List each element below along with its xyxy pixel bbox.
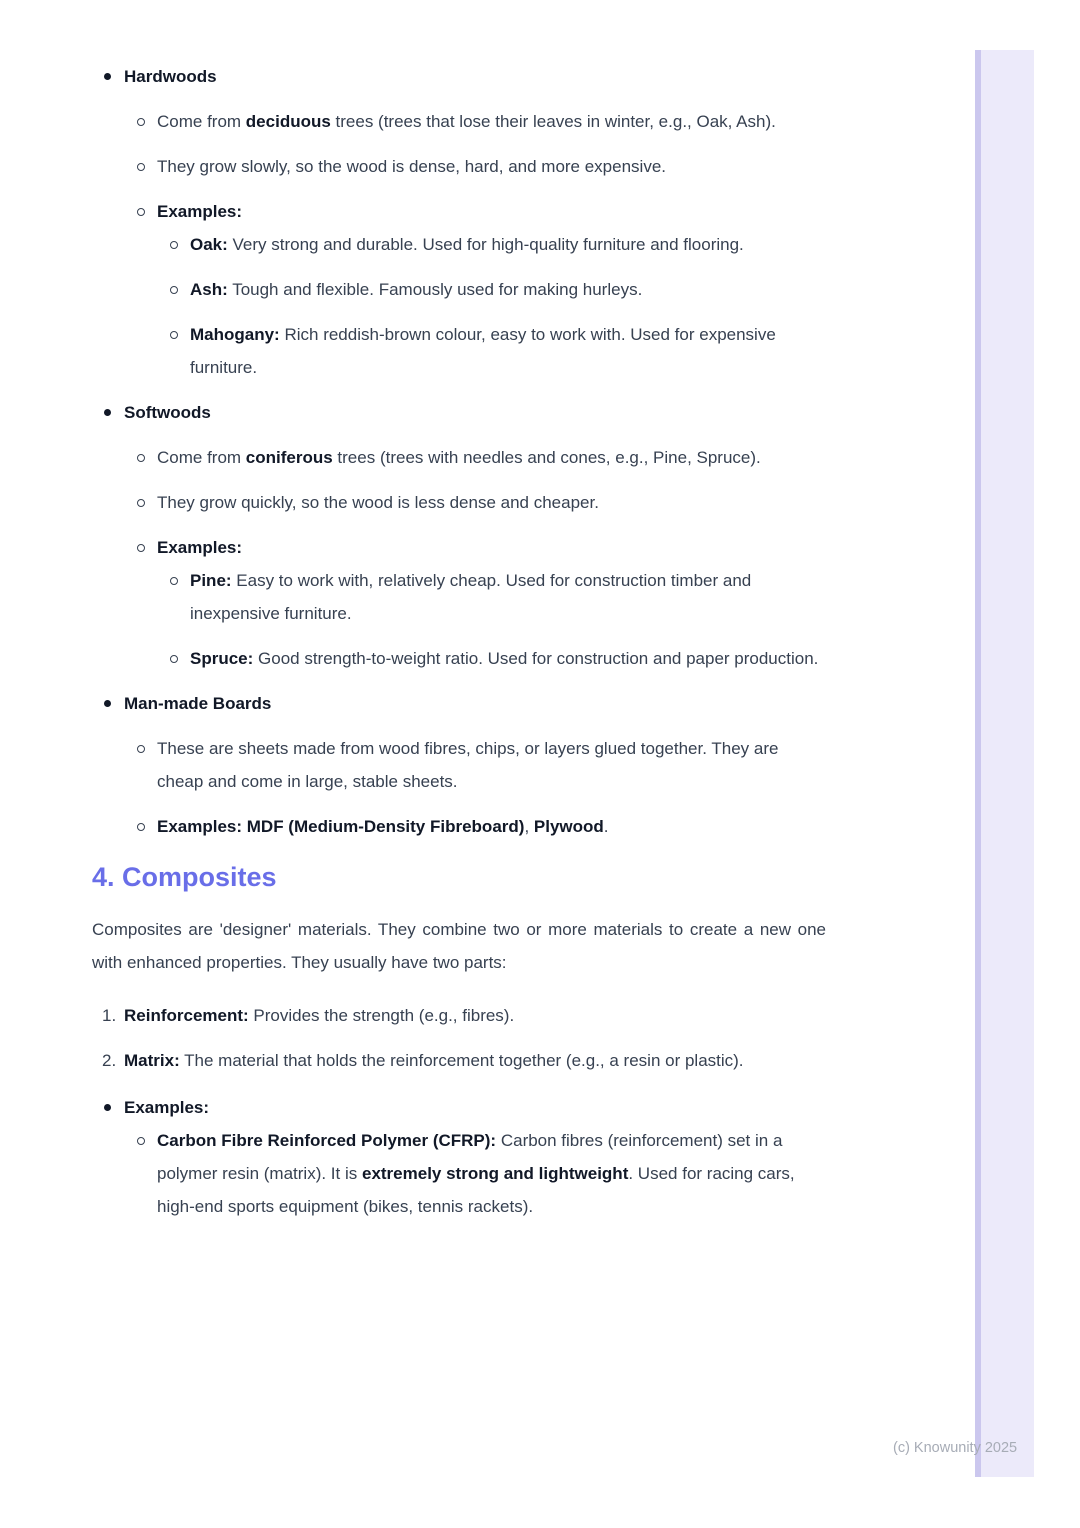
list-item: [92, 732, 826, 798]
list-item: [92, 105, 826, 138]
list-item: [92, 810, 826, 843]
list-item-title: Hardwoods: [124, 67, 217, 86]
bullet-icon: [104, 1104, 111, 1111]
list-item-text: They grow quickly, so the wood is less dense and cheaper.: [157, 493, 599, 512]
bullet-icon: [104, 700, 111, 707]
list-item-text: They grow slowly, so the wood is dense, hard, and more expensive.: [157, 157, 667, 176]
list-item-text: These are sheets made from wood fibres, chips, or layers glued together. They are cheap and come in large, stable sheets.: [157, 739, 779, 791]
circle-bullet-icon: [137, 1137, 145, 1145]
circle-bullet-icon: [170, 331, 178, 339]
list-item-text: Come from deciduous trees (trees that lose their leaves in winter, e.g., Oak, Ash).: [157, 112, 776, 131]
list-item: [92, 228, 826, 261]
list-item-text: Examples:: [157, 538, 243, 557]
circle-bullet-icon: [137, 163, 145, 171]
composites-examples-group: [92, 1091, 826, 1223]
circle-bullet-icon: [137, 544, 145, 552]
composites-numbered-list: [92, 999, 826, 1077]
numbered-list-item: [92, 1044, 826, 1077]
list-item: [92, 273, 826, 306]
circle-bullet-icon: [170, 286, 178, 294]
list-item: [92, 1124, 826, 1223]
circle-bullet-icon: [137, 499, 145, 507]
list-item-text: Examples:: [157, 202, 243, 221]
circle-bullet-icon: [137, 745, 145, 753]
list-item: [92, 642, 826, 675]
wood-section-hardwoods: [92, 60, 826, 384]
list-item: [92, 564, 826, 630]
list-item: [92, 150, 826, 183]
circle-bullet-icon: [137, 823, 145, 831]
list-item: [92, 486, 826, 519]
list-item-text: Reinforcement: Provides the strength (e.g., fibres).: [124, 1006, 515, 1025]
list-item-text: Examples: MDF (Medium-Density Fibreboard), Plywood.: [157, 817, 609, 836]
list-item-text: Pine: Easy to work with, relatively cheap. Used for construction timber and inexpensive furniture.: [190, 571, 752, 623]
bullet-icon: [104, 73, 111, 80]
list-item: [92, 531, 826, 564]
list-item-text: Mahogany: Rich reddish-brown colour, easy to work with. Used for expensive furniture.: [190, 325, 776, 377]
list-item-text: Oak: Very strong and durable. Used for high-quality furniture and flooring.: [190, 235, 744, 254]
list-item: [92, 318, 826, 384]
numbered-list-item: [92, 999, 826, 1032]
list-number: 2.: [102, 1051, 117, 1070]
list-item: [92, 195, 826, 228]
list-item-text: Ash: Tough and flexible. Famously used for making hurleys.: [190, 280, 643, 299]
list-item-text: Come from coniferous trees (trees with needles and cones, e.g., Pine, Spruce).: [157, 448, 761, 467]
notes-content: [92, 60, 826, 1235]
list-item-title: Examples:: [124, 1098, 210, 1117]
wood-section-softwoods: [92, 396, 826, 675]
composites-intro-paragraph: Composites are 'designer' materials. They combine two or more materials to create a new one with enhanced properties. They usually have two parts:: [92, 920, 826, 972]
list-item: [92, 60, 826, 93]
list-item-title: Man-made Boards: [124, 694, 272, 713]
list-item: [92, 441, 826, 474]
circle-bullet-icon: [170, 655, 178, 663]
circle-bullet-icon: [170, 241, 178, 249]
list-item-text: Spruce: Good strength-to-weight ratio. Used for construction and paper production.: [190, 649, 819, 668]
list-item-text: Matrix: The material that holds the reinforcement together (e.g., a resin or plastic).: [124, 1051, 744, 1070]
list-item-title: Softwoods: [124, 403, 211, 422]
wood-section-manmade-boards: [92, 687, 826, 843]
circle-bullet-icon: [137, 454, 145, 462]
section-heading-composites: 4. Composites: [92, 862, 277, 892]
circle-bullet-icon: [170, 577, 178, 585]
list-number: 1.: [102, 1006, 117, 1025]
circle-bullet-icon: [137, 118, 145, 126]
list-item: [92, 1091, 826, 1124]
bullet-icon: [104, 409, 111, 416]
copyright-watermark: (c) Knowunity 2025: [893, 1440, 1018, 1456]
page-edge-decoration: [975, 50, 1034, 1477]
list-item: [92, 396, 826, 429]
list-item: [92, 687, 826, 720]
list-item-text: Carbon Fibre Reinforced Polymer (CFRP): Carbon fibres (reinforcement) set in a polymer resin (matrix). It is extremely strong and lightweight. Used for racing cars, high-end sports equipment (bikes, tennis rackets).: [157, 1131, 795, 1216]
circle-bullet-icon: [137, 208, 145, 216]
